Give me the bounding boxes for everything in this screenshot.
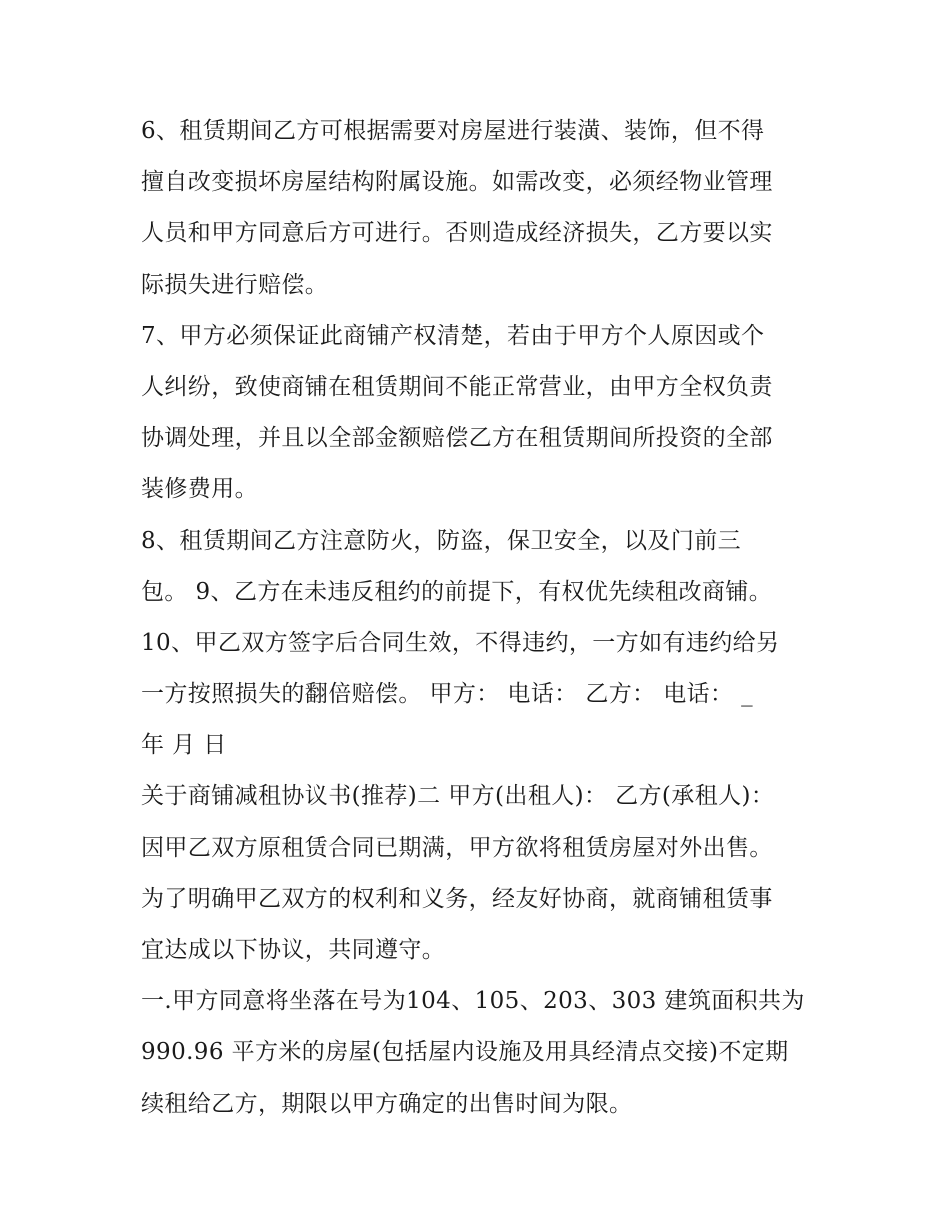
text-line: 6、租赁期间乙方可根据需要对房屋进行装潢、装饰，但不得 bbox=[141, 118, 765, 144]
text-line: 装修费用。 bbox=[141, 476, 258, 503]
text-line: 协调处理，并且以全部金额赔偿乙方在租赁期间所投资的全部 bbox=[141, 425, 773, 452]
text-line: 为了明确甲乙双方的权利和义务，经友好协商，就商铺租赁事 bbox=[141, 885, 773, 912]
text-line: 续租给乙方，期限以甲方确定的出售时间为限。 bbox=[141, 1090, 633, 1117]
text-line: 因甲乙双方原租赁合同已期满，甲方欲将租赁房屋对外出售。 bbox=[141, 834, 773, 861]
text-line: 10、甲乙双方签字后合同生效，不得违约，一方如有违约给另 bbox=[141, 629, 780, 656]
text-line: 一.甲方同意将坐落在号为104、105、203、303 建筑面积共为 bbox=[141, 988, 805, 1015]
text-line: 际损失进行赔偿。 bbox=[141, 271, 329, 298]
text-line: 包。 9、乙方在未违反租约的前提下，有权优先续租改商铺。 bbox=[141, 578, 773, 605]
text-line: 8、租赁期间乙方注意防火，防盗，保卫安全，以及门前三 bbox=[141, 527, 742, 554]
text-line: 擅自改变损坏房屋结构附属设施。如需改变，必须经物业管理 bbox=[141, 169, 773, 196]
text-line: 人员和甲方同意后方可进行。否则造成经济损失，乙方要以实 bbox=[141, 220, 773, 247]
text-line: 年 月 日 bbox=[141, 732, 227, 759]
document-body bbox=[141, 106, 821, 1130]
text-line: 一方按照损失的翻倍赔偿。 甲方： 电话： 乙方： 电话： _ bbox=[141, 681, 754, 708]
text-line: 宜达成以下协议，共同遵守。 bbox=[141, 937, 446, 963]
text-line: 990.96 平方米的房屋(包括屋内设施及用具经清点交接)不定期 bbox=[141, 1039, 789, 1066]
text-line: 人纠纷，致使商铺在租赁期间不能正常营业，由甲方全权负责 bbox=[141, 373, 773, 400]
text-line: 关于商铺减租协议书(推荐)二 甲方(出租人)： 乙方(承租人)： bbox=[141, 783, 775, 810]
text-line: 7、甲方必须保证此商铺产权清楚，若由于甲方个人原因或个 bbox=[141, 322, 765, 349]
